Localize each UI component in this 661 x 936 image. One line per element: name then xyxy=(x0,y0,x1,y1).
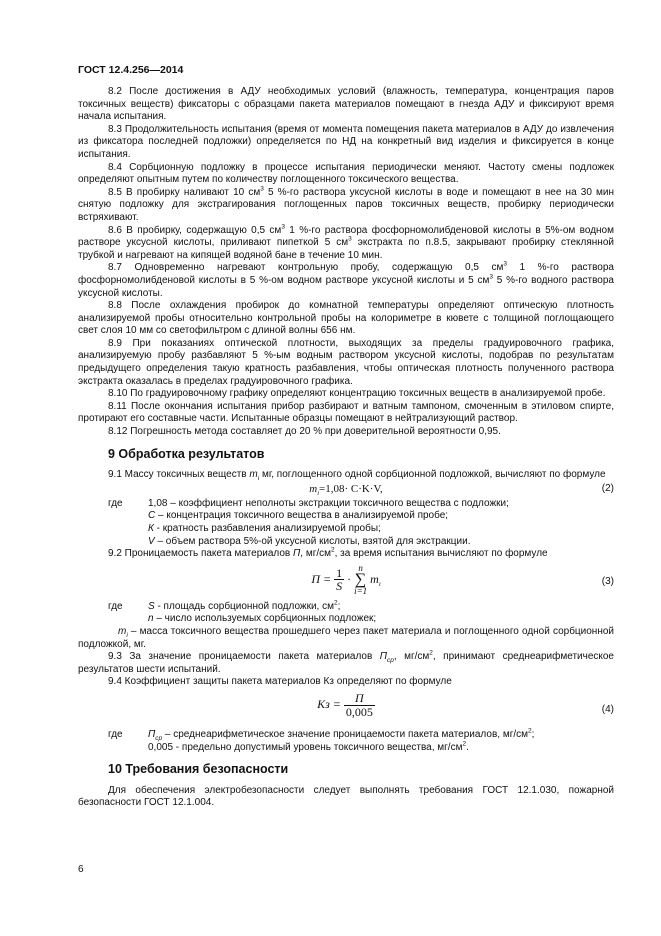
var: S xyxy=(148,600,155,612)
section-9-heading: 9 Обработка результатов xyxy=(108,446,265,461)
text: 9.3 За значение проницаемости пакета материалов xyxy=(108,651,380,663)
subscript: ср xyxy=(387,657,394,665)
paragraph-9-3 xyxy=(78,651,614,676)
var-m: m xyxy=(249,469,258,481)
superscript: 3 xyxy=(489,273,493,281)
superscript: 2 xyxy=(528,727,532,735)
text: 9.1 Массу токсичных веществ xyxy=(108,469,250,481)
superscript: 2 xyxy=(462,740,467,748)
formula-3-expression xyxy=(78,564,614,596)
var: П xyxy=(379,651,387,663)
text: мг, поглощенного одной сорбционной подложкой, вычисляют по формуле xyxy=(259,469,606,481)
text: – число используемых сорбционных подложек; xyxy=(153,613,377,625)
sum-lower: i=1 xyxy=(354,585,368,596)
subscript: i xyxy=(378,580,381,588)
text: 9.2 Проницаемость пакета материалов xyxy=(108,548,294,560)
text: 0,005 - предельно допустимый уровень токсичного вещества, мг/см xyxy=(148,741,463,753)
summation xyxy=(354,564,367,596)
denominator: 0,005 xyxy=(345,704,373,719)
formula-4-number: (4) xyxy=(601,703,614,715)
paragraph-9-2 xyxy=(78,548,614,561)
var: m xyxy=(118,625,127,637)
denominator: S xyxy=(336,579,343,594)
where-label: где xyxy=(108,728,123,740)
superscript: 2 xyxy=(331,546,335,554)
where-2-line-1 xyxy=(78,498,614,511)
text: - кратность разбавления анализируемой пробы; xyxy=(153,523,381,534)
var: С xyxy=(148,510,156,522)
fraction xyxy=(344,692,375,718)
formula-lhs: П = xyxy=(311,571,332,586)
where-2-line-2 xyxy=(78,510,614,523)
formula-3 xyxy=(78,564,614,598)
var: К xyxy=(148,523,154,534)
var-m: m xyxy=(370,571,379,586)
where-2-line-3 xyxy=(78,523,614,536)
paragraph-8-2: 8.2 После достижения в АДУ необходимых условий (влажность, температура, концентрация паров токсичных веществ) фиксаторы с образцами пакета материалов помещают в гнезда АДУ и фиксируют время начала испытания. xyxy=(78,86,614,123)
text: – объем раствора 5%-ой уксусной кислоты, взятой для экстракции. xyxy=(154,535,471,547)
var: П xyxy=(293,548,301,560)
where-4-line-2: 0,005 - предельно допустимый уровень токсичного вещества, $мг/см^2$. xyxy=(148,740,469,753)
var-m: m xyxy=(309,482,318,495)
text: 1,08 – коэффициент неполноты экстракции токсичного вещества с подложки; xyxy=(148,497,509,509)
superscript: 3 xyxy=(281,223,285,231)
text: – концентрация токсичного вещества в анализируемой пробе; xyxy=(155,510,449,522)
text: , за время испытания вычисляют по формуле xyxy=(334,548,548,560)
formula-2 xyxy=(78,483,614,497)
text: 5 %-го водного раствора уксусной кислоты. xyxy=(78,274,614,299)
paragraph-8-9: 8.9 При показаниях оптической плотности, выходящих за пределы градуировочного графика, анализируемую пробу разбавляют 5 %-ым водным раствором уксусной кислоты, подобрав по результатам предыдущего определения такую кратность разбавления, чтобы оптическая плотность полученного раствора экстракта оказалась в пределах градуировочного графика. xyxy=(78,337,614,387)
formula-lhs: Кз = xyxy=(317,696,341,711)
text: экстракта по п.8.5, закрывают пробирку стеклянной трубкой и нагревают на кипящей водяной бане в течение 10 мин. xyxy=(78,237,614,261)
formula-4 xyxy=(78,692,614,726)
text: 1 %-го раствора фосфорномолибденовой кислоты в 5%-ом водном растворе уксусной кислоты, приливают пипеткой 5 см xyxy=(78,224,614,249)
text: , мг/см xyxy=(393,651,430,663)
paragraph-8-12: 8.12 Погрешность метода составляет до 20 % при доверительной вероятности 0,95. xyxy=(108,426,501,438)
standard-header: ГОСТ 12.4.256—2014 xyxy=(78,64,184,76)
paragraph-10: Для обеспечения электробезопасности следует выполнять требования ГОСТ 12.1.030, пожарной безопасности ГОСТ 12.1.004. xyxy=(78,784,614,809)
paragraph-8-11: 8.11 После окончания испытания прибор разбирают и ватным тампоном, смоченным в этиловом спирте, протирают его составные части. Испытанные образцы помещают в нейтрализующий раствор. xyxy=(78,400,614,425)
paragraph-9-1 xyxy=(78,469,614,482)
superscript: 2 xyxy=(429,649,433,657)
text: 8.7 Одновременно нагревают контрольную пробу, содержащую 0,5 см xyxy=(108,262,504,274)
var: П xyxy=(148,728,156,740)
paragraph-8-3: 8.3 Продолжительность испытания (время от момента помещения пакета материалов в АДУ до извлечения из фиксатора последней подложки) определяется по НД на конкретный вид изделия и фиксируется в конце испытания. xyxy=(78,123,614,160)
section-10-heading: 10 Требования безопасности xyxy=(108,762,289,777)
subscript: i xyxy=(257,475,260,483)
numerator: П xyxy=(344,692,375,706)
text: 5 %-го раствора уксусной кислоты в воде и помещают в нее на 30 мин снятую подложку для экстрагирования поглощенных паров токсичных веществ, пробирку периодически встряхивают. xyxy=(78,186,614,223)
paragraph-8-10: 8.10 По градуировочному графику определяют концентрацию токсичных веществ в анализируемой пробе. xyxy=(108,388,606,400)
formula-3-number: (3) xyxy=(601,575,614,587)
where-3-line-2 xyxy=(78,613,614,626)
document-body xyxy=(78,86,614,810)
text: =1,08· C·K·V, xyxy=(319,482,383,495)
superscript: 3 xyxy=(503,260,507,268)
subscript: i xyxy=(317,490,319,497)
superscript: 3 xyxy=(348,235,352,243)
subscript: ср xyxy=(155,734,163,742)
text: - площадь сорбционной подложки, см xyxy=(154,600,334,612)
formula-2-expression xyxy=(78,483,614,496)
paragraph-8-6 xyxy=(78,225,614,263)
sum-upper: n xyxy=(358,562,363,573)
where-label: где xyxy=(108,497,123,509)
paragraph-8-7 xyxy=(78,262,614,300)
formula-4-expression xyxy=(78,692,614,718)
where-label: где xyxy=(108,600,123,612)
sigma-icon: ∑ xyxy=(354,570,367,588)
subscript: i xyxy=(126,631,128,639)
paragraph-9-4: 9.4 Коэффициент защиты пакета материалов Кз определяют по формуле xyxy=(108,676,452,688)
text: 1 %-го раствора фосфорномолибденовой кислоты в 5 %-ом водном растворе уксусной кислоты и 5 см xyxy=(78,262,614,286)
text: 8.6 В пробирку, содержащую 0,5 см xyxy=(108,224,282,236)
text: – среднеарифметическое значение проницаемости пакета материалов, мг/см xyxy=(162,728,528,740)
superscript: 2 xyxy=(333,599,338,607)
where-2-line-4 xyxy=(78,536,614,549)
where-3-line-3 xyxy=(78,626,614,651)
text: – масса токсичного вещества прошедшего через пакет материала и поглощенного одной сорбционной подложкой, мг. xyxy=(78,625,614,650)
text: , мг/см xyxy=(300,548,331,560)
var: V xyxy=(148,535,155,547)
numerator: 1 xyxy=(336,565,343,580)
paragraph-8-8: 8.8 После охлаждения пробирок до комнатной температуры определяют оптическую плотность анализируемой пробы относительно контрольной пробы на колориметре в кювете с толщиной поглощающего свет слоя 10 мм со светофильтром с длиной волны 656 нм. xyxy=(78,300,614,337)
dot: · xyxy=(347,571,352,586)
page-number: 6 xyxy=(78,864,84,875)
formula-2-number: (2) xyxy=(601,482,614,494)
paragraph-8-5 xyxy=(78,187,614,225)
where-3-line-1: где S - площадь сорбционной подложки, $см^2$; xyxy=(78,601,614,614)
var: n xyxy=(148,613,154,625)
paragraph-8-4: 8.4 Сорбционную подложку в процессе испытания периодически меняют. Частоту смены подложек определяют опытным путем по количеству поглощенного токсического вещества. xyxy=(78,161,614,186)
text: , принимают среднеарифметическое результатов шести испытаний. xyxy=(78,651,614,675)
where-4-line-1: где $П_{ср}$ – среднеарифметическое значение проницаемости пакета материалов, $мг/см^2$; xyxy=(78,729,614,742)
superscript: 3 xyxy=(260,185,264,193)
fraction xyxy=(334,567,344,593)
text: 8.5 В пробирку наливают 10 см xyxy=(108,186,261,198)
